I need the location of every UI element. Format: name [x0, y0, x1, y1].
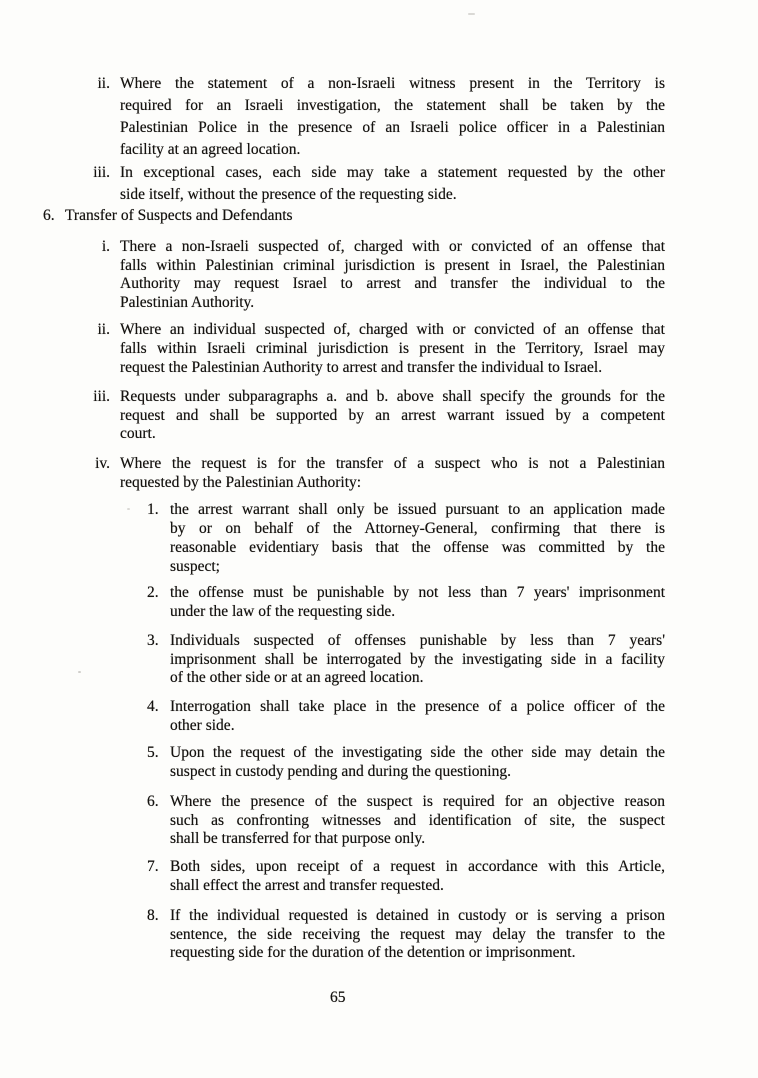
list-marker: 3. — [147, 632, 159, 649]
text-line: such as confronting witnesses and identification of site, the suspect — [170, 811, 665, 829]
text-line: the arrest warrant shall only be issued pursuant to an application made — [170, 501, 665, 518]
text-line: Individuals suspected of offenses punishable by less than 7 years' — [170, 632, 665, 649]
text-line: imprisonment shall be interrogated by the investigating side in a facility — [170, 650, 665, 668]
text-line: Requests under subparagraphs a. and b. above shall specify the grounds for the — [120, 388, 665, 405]
text-line: Where an individual suspected of, charged with or convicted of an offense that — [120, 321, 665, 338]
text-line: In exceptional cases, each side may take a statement requested by the other — [120, 164, 665, 181]
scan-artifact — [468, 13, 475, 15]
list-marker: 6. — [147, 793, 159, 810]
list-marker: 1. — [147, 501, 159, 518]
text-line: suspect; — [170, 558, 220, 575]
paragraph-text — [170, 907, 665, 963]
text-line: Palestinian Police in the presence of an Israeli police officer in a Palestinian — [120, 119, 665, 136]
paragraph-text — [120, 455, 665, 492]
text-line: Where the statement of a non-Israeli witness present in the Territory is — [120, 75, 665, 92]
numbered-item-7 — [147, 858, 665, 895]
list-marker: 7. — [147, 858, 159, 875]
numbered-item-5 — [147, 744, 665, 781]
list-marker: 4. — [147, 698, 159, 715]
paragraph-text — [120, 162, 665, 206]
numbered-item-1 — [147, 500, 665, 576]
text-line: required for an Israeli investigation, the statement shall be taken by the — [120, 97, 665, 114]
text-line: Where the request is for the transfer of a suspect who is not a Palestinian — [120, 455, 665, 472]
text-line: Upon the request of the investigating side the other side may detain the — [170, 744, 665, 761]
list-marker: 2. — [147, 584, 159, 601]
roman-item-iii — [82, 388, 665, 444]
text-line: the offense must be punishable by not less than 7 years' imprisonment — [170, 584, 665, 601]
text-line: request and shall be supported by an arrest warrant issued by a competent — [120, 406, 665, 424]
paragraph-text — [170, 584, 665, 621]
page-number: 65 — [330, 989, 346, 1006]
roman-item-i — [82, 238, 665, 312]
numbered-item-8 — [147, 907, 665, 963]
text-line: reasonable evidentiary basis that the offense was committed by the — [170, 539, 665, 556]
text-line: Interrogation shall take place in the presence of a police officer of the — [170, 698, 665, 715]
roman-item-iv — [82, 455, 665, 492]
text-line: facility at an agreed location. — [120, 141, 301, 158]
text-line: If the individual requested is detained in custody or is serving a prison — [170, 907, 665, 924]
text-line: requested by the Palestinian Authority: — [120, 473, 362, 491]
list-marker: iii. — [93, 388, 110, 405]
text-line: Palestinian Authority. — [120, 293, 255, 311]
roman-item-ii-witness-statement — [82, 73, 665, 161]
text-line: under the law of the requesting side. — [170, 602, 396, 620]
numbered-item-6 — [147, 793, 665, 849]
text-line: falls within Palestinian criminal jurisdiction is present in Israel, the Palestinian — [120, 256, 665, 274]
text-line: There a non-Israeli suspected of, charged with or convicted of an offense that — [120, 238, 665, 255]
list-marker: 8. — [147, 907, 159, 924]
list-marker: ii. — [97, 75, 110, 92]
paragraph-text — [170, 632, 665, 688]
numbered-item-4 — [147, 698, 665, 735]
list-marker: i. — [101, 238, 110, 255]
section-number: 6. — [43, 207, 55, 224]
text-line: sentence, the side receiving the request may delay the transfer to the — [170, 925, 665, 943]
paragraph-text — [170, 698, 665, 735]
roman-item-ii — [82, 320, 665, 377]
paragraph-text — [170, 793, 665, 849]
roman-item-iii-exceptional-cases — [82, 162, 665, 206]
paragraph-text — [120, 320, 665, 377]
list-marker: ii. — [97, 321, 110, 338]
text-line: shall be transferred for that purpose only. — [170, 830, 426, 847]
list-marker: iii. — [93, 164, 110, 181]
paragraph-text — [120, 388, 665, 444]
text-line: shall effect the arrest and transfer requested. — [170, 876, 444, 894]
paragraph-text — [120, 73, 665, 161]
text-line: other side. — [170, 716, 235, 734]
text-line: side itself, without the presence of the requesting side. — [120, 186, 457, 203]
text-line: request the Palestinian Authority to arrest and transfer the individual to Israel. — [120, 359, 603, 376]
text-line: falls within Israeli criminal jurisdiction is present in the Territory, Israel may — [120, 340, 665, 357]
text-line: court. — [120, 425, 156, 442]
paragraph-text — [170, 744, 665, 781]
text-line: of the other side or at an agreed location. — [170, 669, 424, 686]
text-line: by or on behalf of the Attorney-General, confirming that there is — [170, 520, 665, 537]
section-heading — [43, 206, 293, 226]
text-line: Both sides, upon receipt of a request in accordance with this Article, — [170, 858, 665, 875]
paragraph-text — [120, 238, 665, 312]
scan-artifact — [127, 508, 130, 510]
numbered-item-2 — [147, 584, 665, 621]
paragraph-text — [170, 500, 665, 576]
text-line: suspect in custody pending and during the questioning. — [170, 762, 511, 780]
section-title: Transfer of Suspects and Defendants — [65, 207, 293, 224]
list-marker: iv. — [95, 455, 110, 472]
list-marker: 5. — [147, 744, 159, 761]
paragraph-text — [170, 858, 665, 895]
numbered-item-3 — [147, 632, 665, 688]
text-line: Where the presence of the suspect is required for an objective reason — [170, 793, 665, 810]
scan-artifact — [78, 671, 81, 673]
text-line: requesting side for the duration of the detention or imprisonment. — [170, 944, 576, 961]
text-line: Authority may request Israel to arrest and transfer the individual to the — [120, 275, 665, 292]
